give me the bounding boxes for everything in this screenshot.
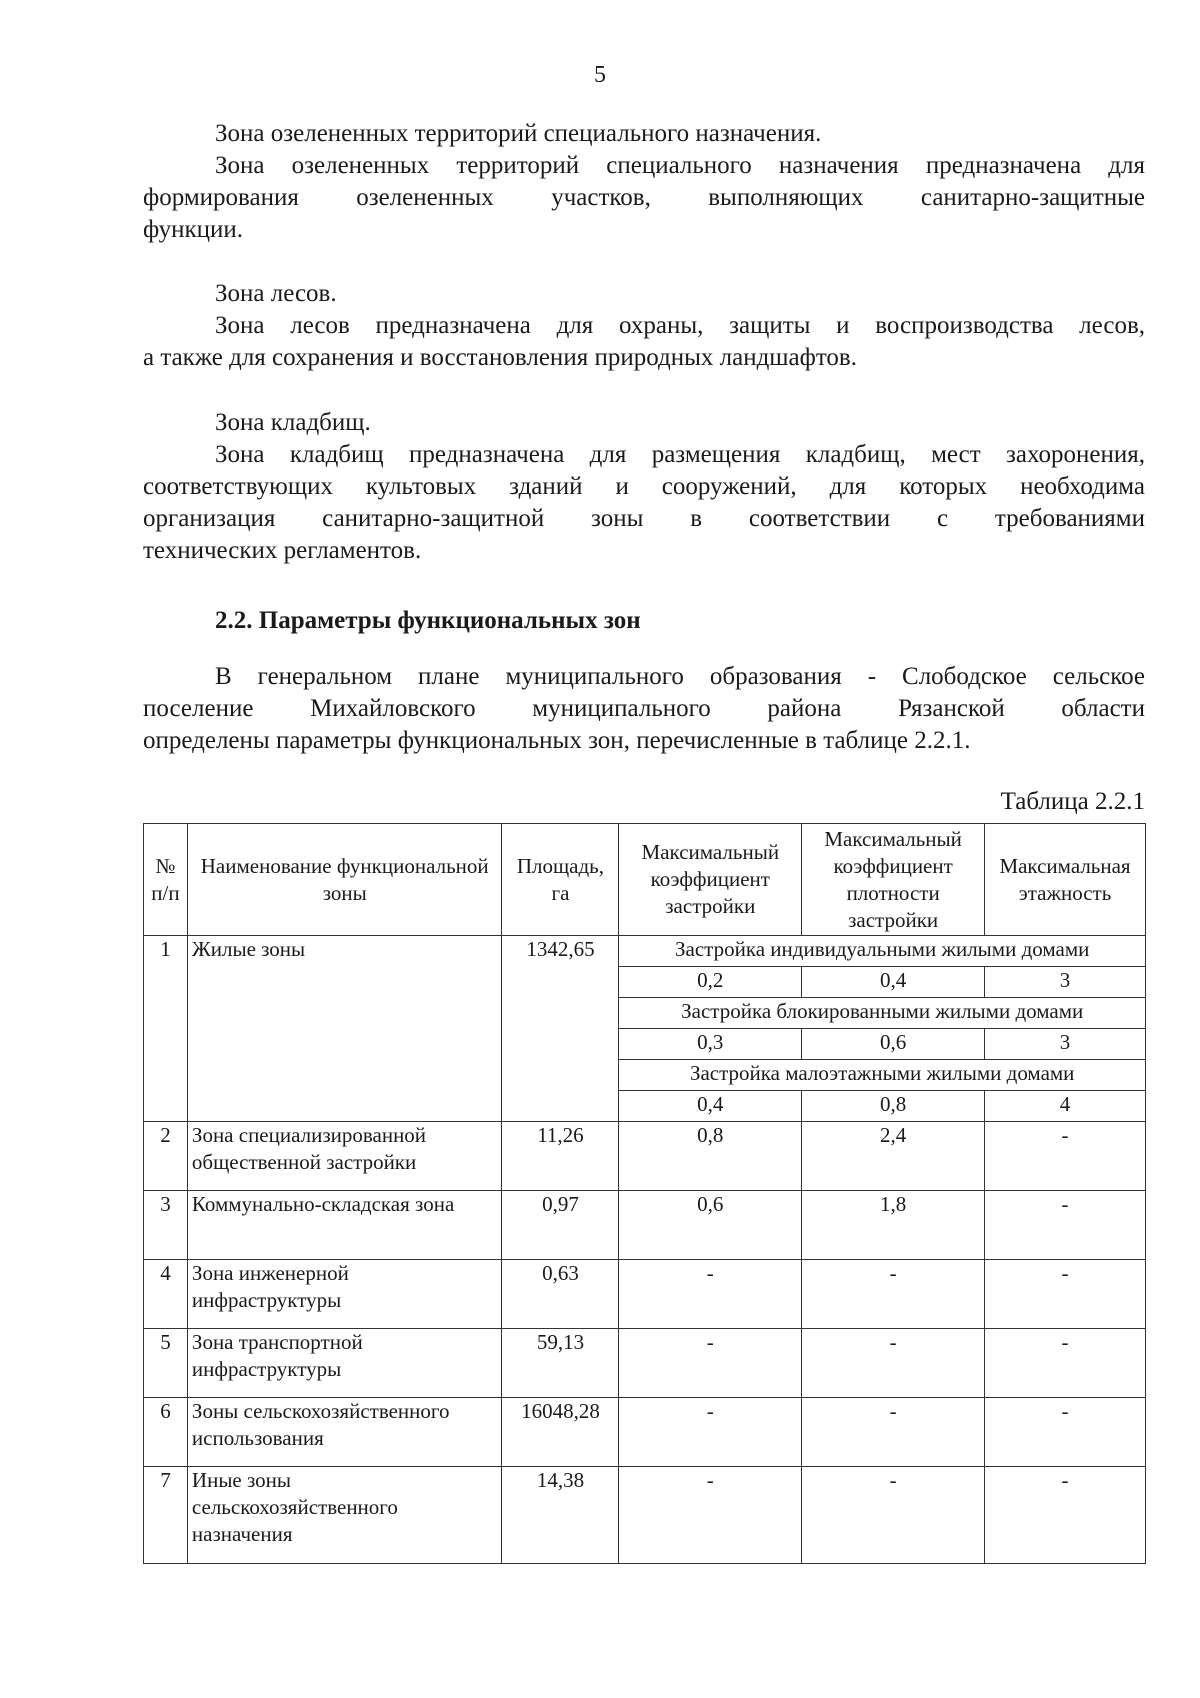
green-zone-title: Зона озелененных территорий специального назначения. — [215, 120, 822, 147]
row-name: Зона транспортной инфраструктуры — [187, 1329, 502, 1398]
row-num: 6 — [144, 1398, 188, 1467]
zone1-density: 0,6 — [802, 1029, 985, 1060]
row-density: 1,8 — [802, 1191, 985, 1260]
row-num: 3 — [144, 1191, 188, 1260]
cemetery-zone-line3: организация санитарно-защитной зоны в соответствии с требованиями — [143, 505, 1145, 532]
intro-line3: определены параметры функциональных зон, перечисленные в таблице 2.2.1. — [143, 727, 971, 754]
table-row — [144, 1467, 1146, 1564]
row-floors: - — [985, 1467, 1146, 1564]
table-caption: Таблица 2.2.1 — [1000, 788, 1145, 815]
row-density: - — [802, 1398, 985, 1467]
row-density: - — [802, 1329, 985, 1398]
row-build: 0,8 — [619, 1122, 802, 1191]
zones-table — [143, 823, 1146, 1564]
table-header-row — [144, 824, 1146, 936]
row-name: Иные зоны сельскохозяйственного назначения — [187, 1467, 502, 1564]
row-name: Коммунально-складская зона — [187, 1191, 502, 1260]
row-name: Зоны сельскохозяйственного использования — [187, 1398, 502, 1467]
table-row — [144, 1329, 1146, 1398]
zone1-name: Жилые зоны — [187, 936, 502, 1122]
row-floors: - — [985, 1329, 1146, 1398]
header-coef-build: Максимальный коэффициент застройки — [619, 824, 802, 936]
table-row — [144, 936, 1146, 967]
header-name: Наименование функциональной зоны — [187, 824, 502, 936]
zone1-build: 0,4 — [619, 1091, 802, 1122]
row-area: 16048,28 — [502, 1398, 619, 1467]
section-heading — [143, 605, 1145, 637]
zone1-density: 0,4 — [802, 967, 985, 998]
row-build: 0,6 — [619, 1191, 802, 1260]
row-area: 59,13 — [502, 1329, 619, 1398]
row-density: 2,4 — [802, 1122, 985, 1191]
green-zone-line3: функции. — [143, 216, 243, 243]
green-zone-line1: Зона озелененных территорий специального назначения предназначена для — [215, 152, 1145, 179]
row-floors: - — [985, 1260, 1146, 1329]
zone1-sub-label: Застройка индивидуальными жилыми домами — [619, 936, 1146, 967]
table-row — [144, 1260, 1146, 1329]
zone1-sub-label: Застройка малоэтажными жилыми домами — [619, 1060, 1146, 1091]
zone1-density: 0,8 — [802, 1091, 985, 1122]
zone1-floors: 4 — [985, 1091, 1146, 1122]
zone1-area: 1342,65 — [502, 936, 619, 1122]
cemetery-zone-title: Зона кладбищ. — [215, 409, 371, 436]
zone1-floors: 3 — [985, 967, 1146, 998]
section-intro — [143, 661, 1145, 757]
row-floors: - — [985, 1122, 1146, 1191]
row-area: 0,63 — [502, 1260, 619, 1329]
cemetery-zone-line2: соответствующих культовых зданий и сооружений, для которых необходима — [143, 473, 1145, 500]
row-build: - — [619, 1260, 802, 1329]
table-row — [144, 1122, 1146, 1191]
cemetery-zone-line1: Зона кладбищ предназначена для размещения кладбищ, мест захоронения, — [215, 441, 1145, 468]
row-density: - — [802, 1467, 985, 1564]
forest-zone-line1: Зона лесов предназначена для охраны, защиты и воспроизводства лесов, — [215, 312, 1145, 339]
row-floors: - — [985, 1191, 1146, 1260]
forest-zone-title: Зона лесов. — [215, 280, 337, 307]
row-name: Зона инженерной инфраструктуры — [187, 1260, 502, 1329]
row-floors: - — [985, 1398, 1146, 1467]
row-num: 4 — [144, 1260, 188, 1329]
header-num: № п/п — [144, 824, 188, 936]
green-zone-line2: формирования озелененных участков, выполняющих санитарно-защитные — [143, 184, 1145, 211]
section-heading-text: 2.2. Параметры функциональных зон — [215, 607, 641, 634]
row-build: - — [619, 1398, 802, 1467]
row-name: Зона специализированной общественной застройки — [187, 1122, 502, 1191]
row-num: 5 — [144, 1329, 188, 1398]
table-row — [144, 1191, 1146, 1260]
zone1-floors: 3 — [985, 1029, 1146, 1060]
header-area: Площадь, га — [502, 824, 619, 936]
forest-zone-line2: а также для сохранения и восстановления природных ландшафтов. — [143, 344, 857, 371]
page-number: 5 — [594, 62, 606, 88]
row-area: 14,38 — [502, 1467, 619, 1564]
header-coef-density: Максимальный коэффициент плотности застройки — [802, 824, 985, 936]
header-floors: Максимальная этажность — [985, 824, 1146, 936]
section-forest-zone — [143, 278, 1145, 374]
intro-line1: В генеральном плане муниципального образования - Слободское сельское — [215, 663, 1145, 690]
cemetery-zone-line4: технических регламентов. — [143, 537, 422, 564]
zone1-num: 1 — [144, 936, 188, 1122]
zone1-sub-label: Застройка блокированными жилыми домами — [619, 998, 1146, 1029]
zone1-build: 0,3 — [619, 1029, 802, 1060]
row-build: - — [619, 1329, 802, 1398]
intro-line2: поселение Михайловского муниципального района Рязанской области — [143, 695, 1145, 722]
row-area: 11,26 — [502, 1122, 619, 1191]
row-area: 0,97 — [502, 1191, 619, 1260]
row-num: 7 — [144, 1467, 188, 1564]
row-num: 2 — [144, 1122, 188, 1191]
section-green-zone — [143, 118, 1145, 246]
table-row — [144, 1398, 1146, 1467]
section-cemetery-zone — [143, 407, 1145, 567]
zone1-build: 0,2 — [619, 967, 802, 998]
row-density: - — [802, 1260, 985, 1329]
row-build: - — [619, 1467, 802, 1564]
